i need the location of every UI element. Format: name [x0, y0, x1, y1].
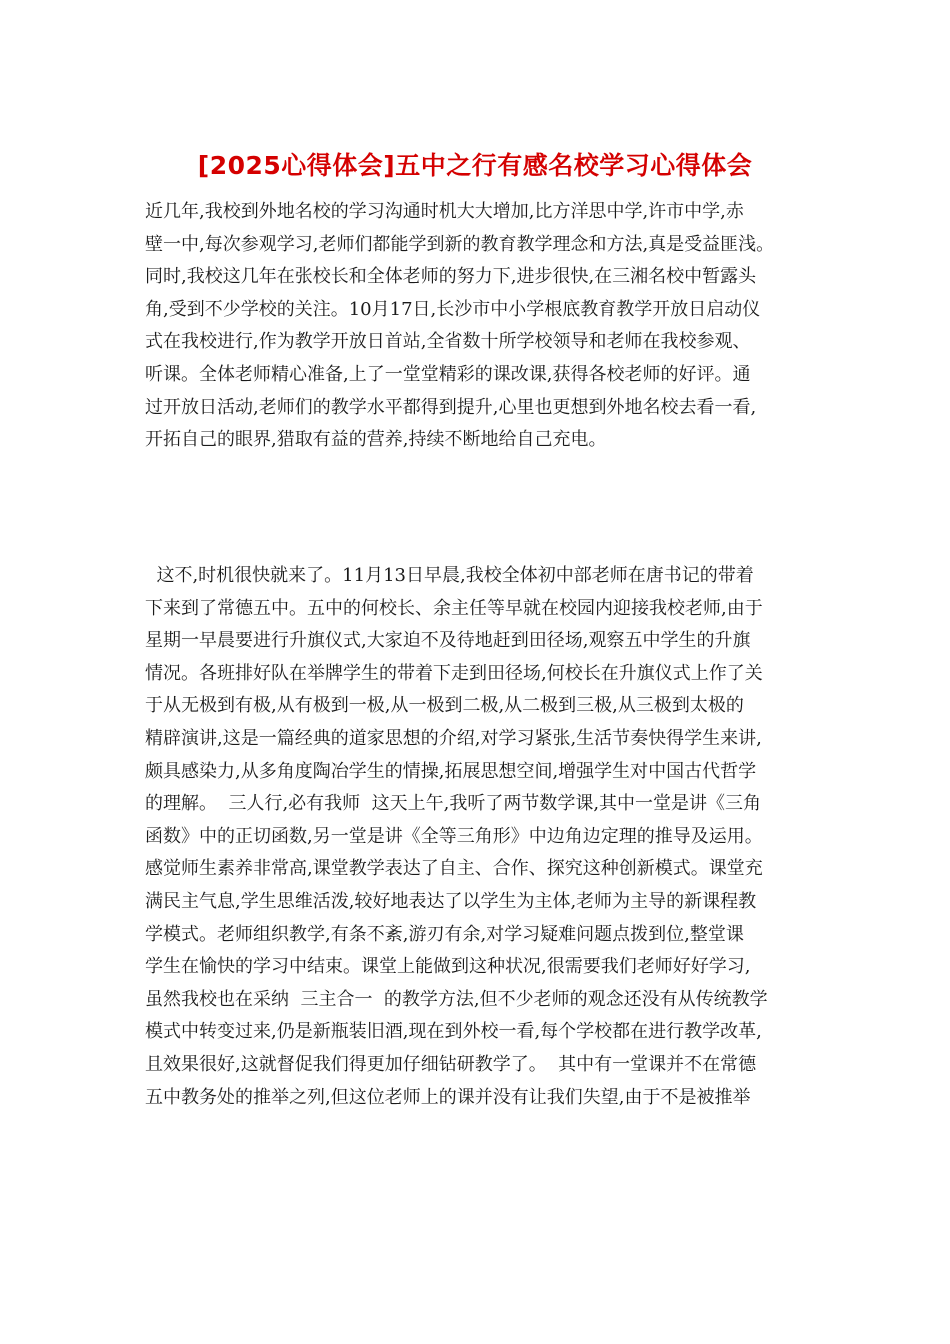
text-line: 感觉师生素养非常高,课堂教学表达了自主、合作、探究这种创新模式。课堂充 [145, 858, 763, 880]
text-line: 精辟演讲,这是一篇经典的道家思想的介绍,对学习紧张,生活节奏快得学生来讲, [145, 727, 762, 749]
text-line: 于从无极到有极,从有极到一极,从一极到二极,从二极到三极,从三极到太极的 [145, 695, 744, 717]
text-line: 近几年,我校到外地名校的学习沟通时机大大增加,比方洋思中学,许市中学,赤 [145, 201, 744, 222]
text-line: 式在我校进行,作为教学开放日首站,全省数十所学校领导和老师在我校参观、 [145, 331, 751, 353]
text-line: 过开放日活动,老师们的教学水平都得到提升,心里也更想到外地名校去看一看, [145, 396, 757, 418]
text-line: 角,受到不少学校的关注。10月17日,长沙市中小学根底教育教学开放日启动仪 [145, 298, 761, 320]
text-line: 颇具感染力,从多角度陶冶学生的情操,拓展思想空间,增强学生对中国古代哲学 [145, 760, 757, 782]
text-line: 学模式。老师组织教学,有条不紊,游刃有余,对学习疑难问题点拨到位,整堂课 [145, 923, 744, 945]
text-line: 壁一中,每次参观学习,老师们都能学到新的教育教学理念和方法,真是受益匪浅。 [145, 233, 775, 255]
text-line: 的理解。 三人行,必有我师 这天上午,我听了两节数学课,其中一堂是讲《三角 [145, 793, 762, 815]
text-line: 听课。全体老师精心准备,上了一堂堂精彩的课改课,获得各校老师的好评。通 [145, 363, 751, 385]
paragraph-visit [145, 560, 825, 1114]
text-line: 开拓自己的眼界,猎取有益的营养,持续不断地给自己充电。 [145, 429, 607, 451]
text-line: 学生在愉快的学习中结束。课堂上能做到这种状况,很需要我们老师好好学习, [145, 956, 751, 978]
text-line: 且效果很好,这就督促我们得更加仔细钻研教学了。 其中有一堂课并不在常德 [145, 1053, 757, 1075]
text-line: 虽然我校也在采纳 三主合一 的教学方法,但不少老师的观念还没有从传统教学 [145, 988, 768, 1010]
text-line: 模式中转变过来,仍是新瓶装旧酒,现在到外校一看,每个学校都在进行教学改革, [145, 1021, 762, 1043]
paragraph-intro [145, 196, 825, 457]
text-line: 五中教务处的推举之列,但这位老师上的课并没有让我们失望,由于不是被推举 [145, 1086, 751, 1108]
text-line: 同时,我校这几年在张校长和全体老师的努力下,进步很快,在三湘名校中暂露头 [145, 266, 757, 288]
text-line: 情况。各班排好队在举牌学生的带着下走到田径场,何校长在升旗仪式上作了关 [145, 662, 763, 684]
text-line: 满民主气息,学生思维活泼,较好地表达了以学生为主体,老师为主导的新课程教 [145, 890, 757, 912]
text-line: 这不,时机很快就来了。11月13日早晨,我校全体初中部老师在唐书记的带着 [145, 565, 754, 586]
document-title: [2025心得体会]五中之行有感名校学习心得体会 [197, 151, 753, 180]
text-line: 下来到了常德五中。五中的何校长、余主任等早就在校园内迎接我校老师,由于 [145, 597, 763, 619]
text-line: 函数》中的正切函数,另一堂是讲《全等三角形》中边角边定理的推导及运用。 [145, 825, 763, 847]
text-line: 星期一早晨要进行升旗仪式,大家迫不及待地赶到田径场,观察五中学生的升旗 [145, 630, 751, 652]
